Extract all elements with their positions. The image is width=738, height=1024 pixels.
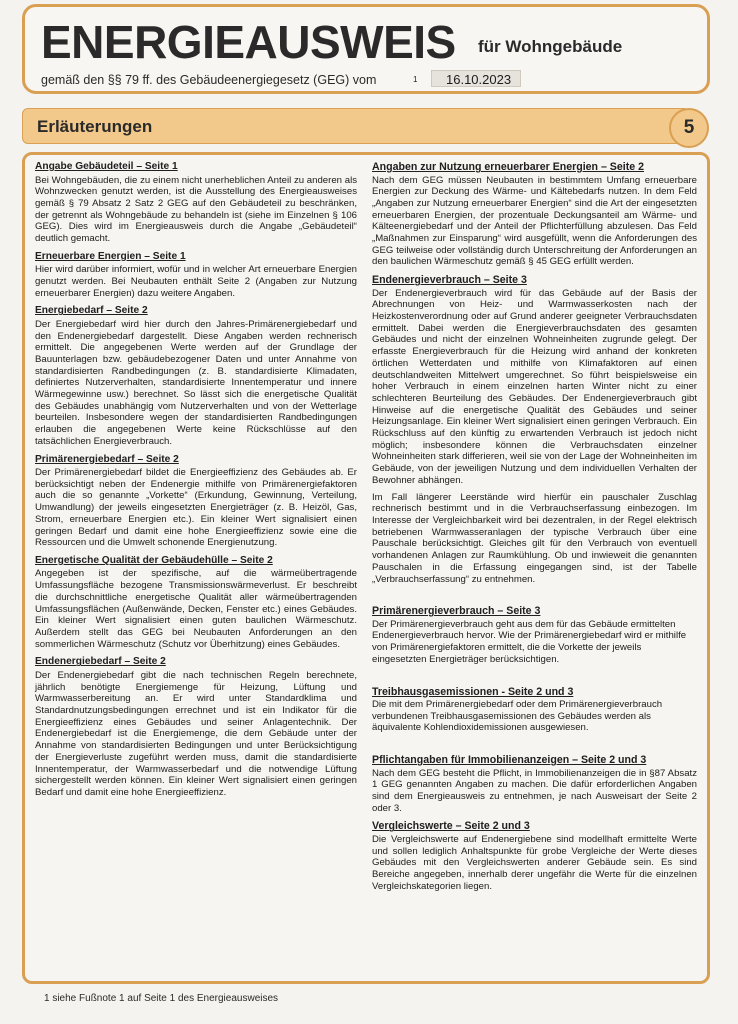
legal-basis: gemäß den §§ 79 ff. des Gebäudeenergiegesetz (GEG) vom (41, 73, 377, 87)
section-heading: Endenergieverbrauch – Seite 3 (372, 274, 527, 287)
page-footnote: 1 siehe Fußnote 1 auf Seite 1 des Energieausweises (44, 993, 279, 1004)
section-text: Der Endenergieverbrauch wird für das Gebäude auf der Basis der Abrechnungen von Heiz- und Warmwasserkosten nach der Heizkostenverordnung oder auf Grund anderer geeigneter Verbrauchsdaten ermittelt. Dabei werden die Energieverbrauchsdaten des gesamten Gebäudes und nicht der einzelnen Wohneinheiten zugrunde gelegt. Der erfasste Energieverbrauch für die Heizung wird anhand der konkreten örtlichen Wetterdaten und mithilfe von Klimafaktoren auf einen deutschlandweiten Mittelwert umgerechnet. So führt beispielsweise ein hoher Verbrauch in einem einzelnen harten Winter nicht zu einer schlechteren Beurteilung des Gebäudes. Der Endenergieverbrauch gibt Hinweise auf die energetische Qualität des Gebäudes und seiner Heizungsanlage. Ein kleiner Wert signalisiert einen geringen Verbrauch. Ein Rückschluss auf den künftig zu erwartenden Verbrauch ist jedoch nicht möglich; insbesondere können die Verbrauchsdaten einzelner Wohneinheiten stark differieren, weil sie von der Lage der Wohneinheiten im Gebäude, von der jeweiligen Nutzung und dem individuellen Verhalten der Bewohner abhängen. (372, 287, 697, 486)
document-subtitle: für Wohngebäude (478, 37, 623, 56)
section-erneuerbare-energien (35, 251, 357, 300)
section-pflichtangaben (372, 754, 697, 814)
document-title: ENERGIEAUSWEIS (41, 16, 456, 68)
section-text: Hier wird darüber informiert, wofür und in welcher Art erneuerbare Energien genutzt werden. Bei Neubauten enthält Seite 2 (Angaben zur Nutzung erneuerbarer Energien) dazu weitere Angaben. (35, 264, 357, 299)
content-frame (22, 152, 710, 984)
section-heading: Angaben zur Nutzung erneuerbarer Energien – Seite 2 (372, 161, 644, 173)
section-text: Der Primärenergieverbrauch geht aus dem für das Gebäude ermittelten Endenergieverbrauch hervor. Wie der Primärenergiebedarf wird er mithilfe von Primärenergiefaktoren ermittelt, die die Vorkette der jeweils eingesetzten Energieträger berücksichtigen. (372, 618, 687, 665)
section-text: Der Energiebedarf wird hier durch den Jahres-Primärenergiebedarf und den Endenergiebedarf dargestellt. Diese Angaben werden rechnerisch ermittelt. Die angegebenen Werte werden auf der Grundlage der Bauunterlagen bzw. gebäudebezogener Daten und unter Annahme von standardisierten Randbedingungen (z. B. standardisierte Klimadaten, definiertes Nutzerverhalten, standardisierte Innentemperatur und innere Wärmegewinne usw.) berechnet. So lässt sich die energetische Qualität des Gebäudes unabhängig vom Nutzerverhalten und von der Wetterlage beurteilen. Insbesondere wegen der standardisierten Randbedingungen erlauben die angegebenen Werte keine Rückschlüsse auf den tatsächlichen Energieverbrauch. (35, 318, 357, 447)
section-angabe-gebaeudeteil (35, 161, 357, 245)
section-text: Der Endenergiebedarf gibt die nach technischen Regeln berechnete, jährlich benötigte Energiemenge für Heizung, Lüftung und Warmwasserbereitung an. Er wird unter Standardklima und Standardnutzungsbedingungen errechnet und ist ein Indikator für die Energieeffizienz eines Gebäudes und seiner Anlagentechnik. Der Endenergiebedarf ist die Energiemenge, die dem Gebäude unter der Annahme von standardisierten Bedingungen und unter Berücksichtigung der Energieverluste zugeführt werden muss, damit die standardisierte Innentemperatur, der Warmwasserbedarf und die notwendige Lüftung sichergestellt werden können. Ein kleiner Wert signalisiert einen geringen Bedarf und damit eine hohe Energieeffizienz. (35, 669, 357, 798)
section-text: Nach dem GEG besteht die Pflicht, in Immobilienanzeigen die in §87 Absatz 1 GEG genannten Angaben zu machen. Die dafür erforderlichen Angaben sind dem Energieausweis zu entnehmen, je nach Ausweisart der Seite 2 oder 3. (372, 767, 697, 814)
section-bar (22, 108, 690, 144)
section-energiebedarf (35, 305, 357, 447)
section-nutzung-erneuerbarer-energien (372, 161, 697, 268)
section-treibhausgasemissionen (372, 686, 697, 735)
section-text: Angegeben ist der spezifische, auf die wärmeübertragende Umfassungsfläche bezogene Transmissionswärmeverlust. Er beschreibt die durchschnittliche energetische Qualität aller wärmeübertragenden Umfassungsflächen (Außenwände, Decken, Fenster etc.) eines Gebäudes. Ein kleiner Wert signalisiert einen guten baulichen Wärmeschutz. Außerdem stellt das GEG bei Neubauten Anforderungen an den sommerlichen Wärmeschutz (Schutz vor Überhitzung) eines Gebäudes. (35, 568, 357, 650)
section-text: Die Vergleichswerte auf Endenergiebene sind modellhaft ermittelte Werte und sollen lediglich Anhaltspunkte für grobe Vergleiche der Werte dieses Gebäudes mit den Vergleichswerten anderer Gebäude sein. Es sind Bereiche angegeben, innerhalb derer ungefähr die Werte für die einzelnen Vergleichskategorien liegen. (372, 833, 697, 892)
section-heading: Energetische Qualität der Gebäudehülle – Seite 2 (35, 554, 273, 566)
section-text: Die mit dem Primärenergiebedarf oder dem Primärenergieverbrauch verbundenen Treibhausgasemissionen des Gebäudes werden als äquivalente Kohlendioxidemissionen ausgewiesen. (372, 699, 663, 734)
section-heading: Erneuerbare Energien – Seite 1 (35, 250, 186, 262)
section-text: Im Fall längerer Leerstände wird hierfür ein pauschaler Zuschlag rechnerisch bestimmt und in die Verbrauchserfassung einbezogen. Im Interesse der Vergleichbarkeit wird bei dezentralen, in der Regel elektrisch betriebenen Warmwasseranlagen der typische Verbrauch über eine Pauschale berücksichtigt. Gleiches gilt für den Verbrauch von eventuell vorhandenen Anlagen zur Raumkühlung. Ob und inwieweit die genannten Pauschalen in die Erfassung eingegangen sind, ist der Tabelle „Verbrauchserfassung“ zu entnehmen. (372, 491, 697, 585)
section-primaerenergiebedarf (35, 454, 357, 549)
section-heading: Treibhausgasemissionen - Seite 2 und 3 (372, 685, 574, 698)
section-heading: Energiebedarf – Seite 2 (35, 305, 148, 317)
right-column (372, 161, 697, 898)
left-column (35, 161, 357, 805)
section-heading: Vergleichswerte – Seite 2 und 3 (372, 820, 530, 833)
page-number-badge: 5 (669, 108, 709, 148)
section-heading: Pflichtangaben für Immobilienanzeigen – Seite 2 und 3 (372, 754, 647, 767)
section-vergleichswerte (372, 820, 697, 892)
issue-date: 16.10.2023 (431, 70, 521, 87)
section-heading: Angabe Gebäudeteil – Seite 1 (35, 161, 178, 172)
section-endenergieverbrauch (372, 274, 697, 585)
section-text: Bei Wohngebäuden, die zu einem nicht unerheblichen Anteil zu anderen als Wohnzwecken genutzt werden, ist die Ausstellung des Energieausweises gemäß § 79 Absatz 2 Satz 2 GEG auf den Gebäudeteil zu beschränken, der getrennt als Wohngebäude zu behandeln ist (siehe im Einzelnen § 106 GEG). Dies wird im Energieausweis durch die Angabe „Gebäudeteil“ deutlich gemacht. (35, 174, 357, 245)
header-box (22, 4, 710, 94)
section-text: Nach dem GEG müssen Neubauten in bestimmtem Umfang erneuerbare Energien zur Deckung des Wärme- und Kältebedarfs nutzen. In dem Feld „Angaben zur Nutzung erneuerbarer Energien“ sind die Art der eingesetzten erneuerbaren Energien, der prozentuale Deckungsanteil am Wärme- und Kälteenergiebedarf und der Anteil der Pflichterfüllung abzulesen. Das Feld „Maßnahmen zur Einsparung“ wird ausgefüllt, wenn die Anforderungen des GEG teilweise oder vollständig durch Unterschreitung der Anforderungen an den baulichen Wärmeschutz gemäß § 45 GEG erfüllt werden. (372, 174, 697, 268)
section-heading: Primärenergiebedarf – Seite 2 (35, 453, 179, 465)
section-title: Erläuterungen (37, 117, 153, 136)
footnote-reference: 1 (413, 75, 418, 84)
section-text: Der Primärenergiebedarf bildet die Energieeffizienz des Gebäudes ab. Er berücksichtigt neben der Endenergie mithilfe von Primärenergiefaktoren auch die so genannte „Vorkette“ (Erkundung, Gewinnung, Verteilung, Umwandlung) der jeweils eingesetzten Energieträger (z. B. Heizöl, Gas, Strom, erneuerbare Energien etc.). Ein kleiner Wert signalisiert einen geringen Bedarf und damit eine hohe Energieeffizienz sowie eine die Ressourcen und die Umwelt schonende Energienutzung. (35, 467, 357, 549)
section-heading: Primärenergieverbrauch – Seite 3 (372, 605, 541, 618)
section-endenergiebedarf (35, 656, 357, 798)
section-gebaeudehuelle (35, 555, 357, 650)
section-heading: Endenergiebedarf – Seite 2 (35, 656, 166, 668)
section-primaerenergieverbrauch (372, 605, 697, 665)
